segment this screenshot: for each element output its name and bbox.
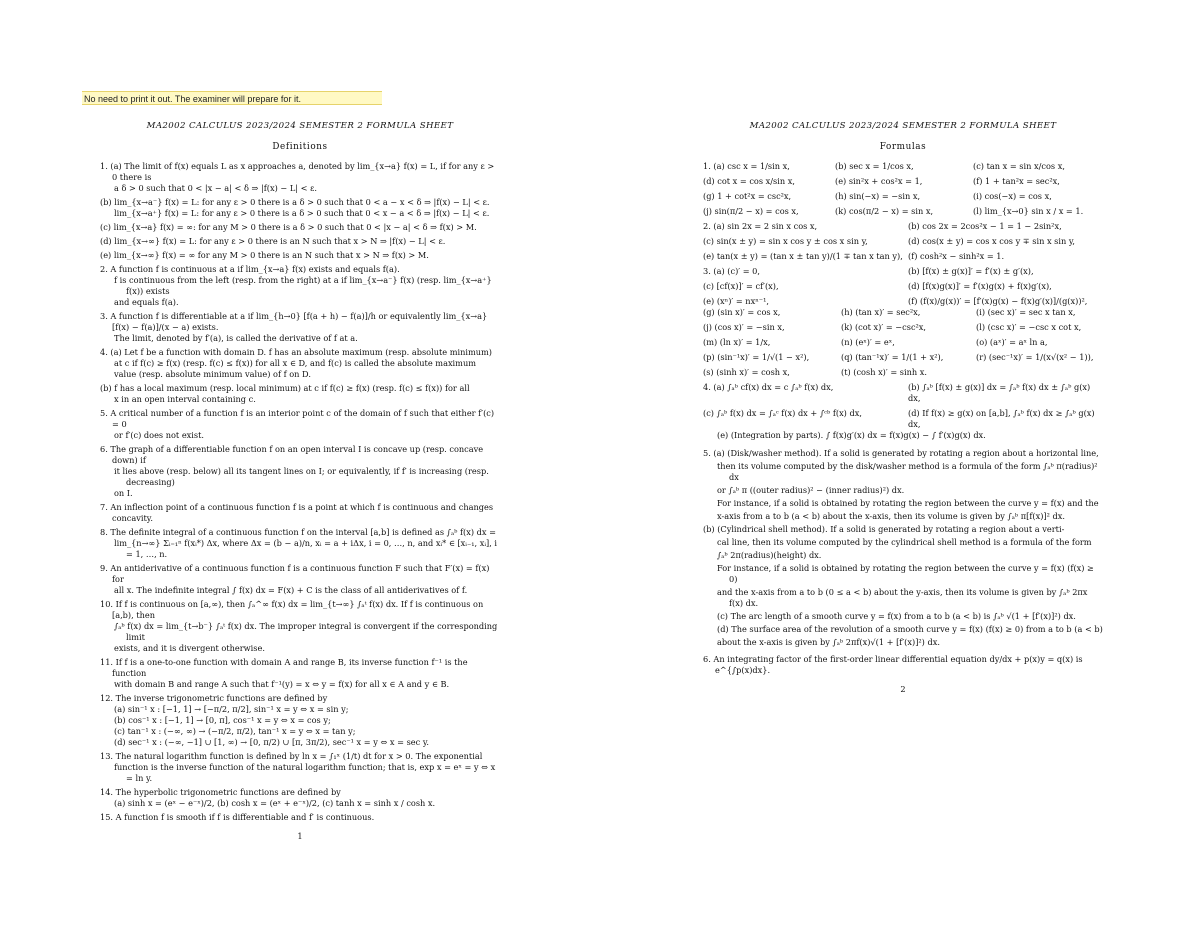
formula-cell: (f) 1 + tan²x = sec²x, xyxy=(973,176,1060,186)
formula-cell: (g) (sin x)′ = cos x, xyxy=(703,307,781,317)
definition-line: (e) lim_{x→∞} f(x) = ∞ for any M > 0 there is an N such that x > N ⇒ f(x) > M. xyxy=(100,250,429,260)
definition-line: 1. (a) The limit of f(x) equals L as x approaches a, denoted by lim_{x→a} f(x) = L, if for any ε > 0 there is xyxy=(100,161,495,182)
definition-line: f is continuous from the left (resp. from the right) at a if lim_{x→a⁻} f(x) (resp. lim_{x→a⁺} f(x)) exists xyxy=(114,275,492,296)
formula-cell: (k) (cot x)′ = −csc²x, xyxy=(841,322,927,332)
formula-cell: (n) (eˣ)′ = eˣ, xyxy=(841,337,895,347)
formula-cell: (m) (ln x)′ = 1/x, xyxy=(703,337,771,347)
formula-cell: (b) [f(x) ± g(x)]′ = f′(x) ± g′(x), xyxy=(908,266,1034,276)
application-line: (b) (Cylindrical shell method). If a solid is generated by rotating a region about a verti- xyxy=(703,524,1065,534)
definition-item xyxy=(100,161,500,194)
formula-cell: (c) sin(x ± y) = sin x cos y ± cos x sin y, xyxy=(703,236,868,246)
page-number-1: 1 xyxy=(297,831,303,841)
definition-line: 4. (a) Let f be a function with domain D. f has an absolute maximum (resp. absolute minimum) xyxy=(100,347,492,357)
application-line: (c) The arc length of a smooth curve y = f(x) from a to b (a < b) is ∫ₐᵇ √(1 + [f′(x)]²) dx. xyxy=(717,611,1076,621)
application-line: x-axis from a to b (a < b) about the x-axis, then its volume is given by ∫ₐᵇ π[f(x)]² dx. xyxy=(717,511,1065,521)
definition-line: 5. A critical number of a function f is an interior point c of the domain of f such that either f′(c) = 0 xyxy=(100,408,495,429)
formula-cell: (b) ∫ₐᵇ [f(x) ± g(x)] dx = ∫ₐᵇ f(x) dx ± ∫ₐᵇ g(x) dx, xyxy=(908,382,1091,403)
definition-line: 7. An inflection point of a continuous function f is a point at which f is continuous and changes concavity. xyxy=(100,502,494,523)
definition-line: x in an open interval containing c. xyxy=(114,394,256,404)
definition-line: (d) lim_{x→∞} f(x) = L: for any ε > 0 there is an N such that x > N ⇒ |f(x) − L| < ε. xyxy=(100,236,446,246)
page-2 xyxy=(703,118,1103,695)
formula-cell: 1. (a) csc x = 1/sin x, xyxy=(703,161,790,171)
application-line: or ∫ₐᵇ π ((outer radius)² − (inner radius)²) dx. xyxy=(717,485,905,495)
formula-cell: (o) (aˣ)′ = aˣ ln a, xyxy=(976,337,1048,347)
formula-cell: (d) cot x = cos x/sin x, xyxy=(703,176,795,186)
definition-line: (b) lim_{x→a⁻} f(x) = L: for any ε > 0 there is a δ > 0 such that 0 < a − x < δ ⇒ |f(x) − L| < ε. xyxy=(100,197,490,207)
formula-cell xyxy=(976,367,1103,378)
definition-item xyxy=(100,408,500,441)
definition-line: 11. If f is a one-to-one function with domain A and range B, its inverse function f⁻¹ is the function xyxy=(100,657,468,678)
definition-item xyxy=(100,264,500,308)
definition-item xyxy=(100,751,500,784)
formula-cell: (l) lim_{x→0} sin x / x = 1. xyxy=(973,206,1084,216)
definition-item xyxy=(100,563,500,596)
definition-line: with domain B and range A such that f⁻¹(y) = x ⇔ y = f(x) for all x ∈ A and y ∈ B. xyxy=(114,679,450,689)
definition-line: 14. The hyperbolic trigonometric functions are defined by xyxy=(100,787,341,797)
definition-item xyxy=(100,787,500,809)
definition-line: and equals f(a). xyxy=(114,297,179,307)
definition-item xyxy=(100,347,500,380)
definition-line: lim_{n→∞} Σᵢ₌₁ⁿ f(xᵢ*) Δx, where Δx = (b − a)/n, xᵢ = a + iΔx, i = 0, …, n, and xᵢ* ∈ [xᵢ₋₁, xᵢ], i = 1, …, n. xyxy=(114,538,498,559)
formula-cell: (h) sin(−x) = −sin x, xyxy=(835,191,921,201)
application-line: (d) The surface area of the revolution of a smooth curve y = f(x) (f(x) ≥ 0) from a to b (a < b) xyxy=(717,624,1103,634)
definition-item xyxy=(100,311,500,344)
definition-line: (c) tan⁻¹ x : (−∞, ∞) → (−π/2, π/2), tan⁻¹ x = y ⇔ x = tan y; xyxy=(114,726,356,736)
definition-item xyxy=(100,812,500,823)
definition-line: 2. A function f is continuous at a if lim_{x→a} f(x) exists and equals f(a). xyxy=(100,264,400,274)
definition-line: ∫ₐᵇ f(x) dx = lim_{t→b⁻} ∫ₐᵗ f(x) dx. The improper integral is convergent if the corresponding limit xyxy=(114,621,498,642)
application-line: For instance, if a solid is obtained by rotating the region between the curve y = f(x) and the xyxy=(717,498,1099,508)
application-line: cal line, then its volume computed by the cylindrical shell method is a formula of the form xyxy=(717,537,1092,547)
application-line: ∫ₐᵇ 2π(radius)(height) dx. xyxy=(717,550,822,560)
application-line: and the x-axis from a to b (0 ≤ a < b) about the y-axis, then its volume is given by ∫ₐᵇ 2πx f(x) dx. xyxy=(717,587,1088,608)
formula-cell: (b) cos 2x = 2cos²x − 1 = 1 − 2sin²x, xyxy=(908,221,1062,231)
formula-cell: (r) (sec⁻¹x)′ = 1/(x√(x² − 1)), xyxy=(976,352,1094,362)
page-1 xyxy=(100,118,500,842)
formulas-integral-properties xyxy=(703,382,1103,430)
formula-cell: (d) [f(x)g(x)]′ = f′(x)g(x) + f(x)g′(x), xyxy=(908,281,1052,291)
definition-line: 6. The graph of a differentiable function f on an open interval I is concave up (resp. concave down) if xyxy=(100,444,484,465)
page-2-title: MA2002 CALCULUS 2023/2024 SEMESTER 2 FORMULA SHEET xyxy=(749,121,1057,131)
definition-line: a δ > 0 such that 0 < |x − a| < δ ⇒ |f(x) − L| < ε. xyxy=(114,183,317,193)
formula-cell: (t) (cosh x)′ = sinh x. xyxy=(841,367,927,377)
formula-cell: (e) sin²x + cos²x = 1, xyxy=(835,176,923,186)
formula-cell: (c) [cf(x)]′ = cf′(x), xyxy=(703,281,779,291)
definition-line: The limit, denoted by f′(a), is called the derivative of f at a. xyxy=(114,333,358,343)
formula-cell: 2. (a) sin 2x = 2 sin x cos x, xyxy=(703,221,818,231)
definition-line: 13. The natural logarithm function is defined by ln x = ∫₁ˣ (1/t) dt for x > 0. The exponential xyxy=(100,751,483,761)
definition-item xyxy=(100,222,500,233)
page-1-title: MA2002 CALCULUS 2023/2024 SEMESTER 2 FORMULA SHEET xyxy=(146,121,454,131)
definition-line: exists, and it is divergent otherwise. xyxy=(114,643,265,653)
definition-line: (b) f has a local maximum (resp. local minimum) at c if f(c) ≥ f(x) (resp. f(c) ≤ f(x)) for all xyxy=(100,383,470,393)
application-line: 5. (a) (Disk/washer method). If a solid is generated by rotating a region about a horizontal line, xyxy=(703,448,1099,458)
definition-line: 12. The inverse trigonometric functions are defined by xyxy=(100,693,328,703)
definition-item xyxy=(100,502,500,524)
definition-item xyxy=(100,599,500,654)
formula-integration-by-parts: (e) (Integration by parts). ∫ f(x)g′(x) dx = f(x)g(x) − ∫ f′(x)g(x) dx. xyxy=(717,430,986,440)
formulas-angle-identities xyxy=(703,221,1103,262)
definition-line: at c if f(c) ≥ f(x) (resp. f(c) ≤ f(x)) for all x ∈ D, and f(c) is called the absolute maximum xyxy=(114,358,476,368)
definition-line: function is the inverse function of the natural logarithm function; that is, exp x = eˣ = y ⇔ x = ln y. xyxy=(114,762,496,783)
formulas-derivative-rules xyxy=(703,266,1103,307)
formula-cell: (e) (xⁿ)′ = nxⁿ⁻¹, xyxy=(703,296,769,306)
definition-line: all x. The indefinite integral ∫ f(x) dx = F(x) + C is the class of all antiderivatives of f. xyxy=(114,585,468,595)
definition-item xyxy=(100,527,500,560)
definition-line: 9. An antiderivative of a continuous function f is a continuous function F such that F′(x) = f(x) for xyxy=(100,563,490,584)
formula-cell: (d) cos(x ± y) = cos x cos y ∓ sin x sin y, xyxy=(908,236,1076,246)
formula-cell: (i) (sec x)′ = sec x tan x, xyxy=(976,307,1076,317)
definition-line: value (resp. absolute minimum value) of f on D. xyxy=(114,369,311,379)
definition-line: 15. A function f is smooth if f is differentiable and f′ is continuous. xyxy=(100,812,375,822)
page-number-2: 2 xyxy=(900,684,906,694)
definition-line: (a) sin⁻¹ x : [−1, 1] → [−π/2, π/2], sin⁻¹ x = y ⇔ x = sin y; xyxy=(114,704,349,714)
formula-cell: (f) cosh²x − sinh²x = 1. xyxy=(908,251,1005,261)
formula-cell: (p) (sin⁻¹x)′ = 1/√(1 − x²), xyxy=(703,352,810,362)
formula-cell: (i) cos(−x) = cos x, xyxy=(973,191,1052,201)
application-line: For instance, if a solid is obtained by rotating the region between the curve y = f(x) (f(x) ≥ 0) xyxy=(717,563,1094,584)
definition-line: lim_{x→a⁺} f(x) = L: for any ε > 0 there is a δ > 0 such that 0 < x − a < δ ⇒ |f(x) − L| < ε. xyxy=(114,208,490,218)
definition-line: 8. The definite integral of a continuous function f on the interval [a,b] is defined as ∫ₐᵇ f(x) dx = xyxy=(100,527,496,537)
formula-cell: (j) (cos x)′ = −sin x, xyxy=(703,322,785,332)
formulas-derivatives xyxy=(703,307,1103,378)
definitions-heading: Definitions xyxy=(272,142,328,152)
formula-cell: (b) sec x = 1/cos x, xyxy=(835,161,914,171)
formula-cell: (c) tan x = sin x/cos x, xyxy=(973,161,1065,171)
definition-item xyxy=(100,383,500,405)
formula-cell: 4. (a) ∫ₐᵇ cf(x) dx = c ∫ₐᵇ f(x) dx, xyxy=(703,382,834,392)
application-line: then its volume computed by the disk/washer method is a formula of the form ∫ₐᵇ π(radius)² dx xyxy=(717,461,1098,482)
definition-line: (b) cos⁻¹ x : [−1, 1] → [0, π], cos⁻¹ x = y ⇔ x = cos y; xyxy=(114,715,331,725)
formula-cell: (d) If f(x) ≥ g(x) on [a,b], ∫ₐᵇ f(x) dx ≥ ∫ₐᵇ g(x) dx, xyxy=(908,408,1095,429)
definition-line: (d) sec⁻¹ x : (−∞, −1] ∪ [1, ∞) → [0, π/2) ∪ [π, 3π/2), sec⁻¹ x = y ⇔ x = sec y. xyxy=(114,737,429,747)
formulas-heading: Formulas xyxy=(879,142,927,152)
definition-line: it lies above (resp. below) all its tangent lines on I; or equivalently, if f′ is increasing (resp. decreasing) xyxy=(114,466,489,487)
definition-item xyxy=(100,236,500,247)
print-note: No need to print it out. The examiner will prepare for it. xyxy=(82,91,382,105)
formulas-trig-identities xyxy=(703,161,1103,217)
formula-cell: (j) sin(π/2 − x) = cos x, xyxy=(703,206,799,216)
formulas-applications xyxy=(703,448,1103,648)
formula-cell: (f) (f(x)/g(x))′ = [f′(x)g(x) − f(x)g′(x)]/(g(x))², xyxy=(908,296,1088,306)
definition-line: 3. A function f is differentiable at a if lim_{h→0} [f(a + h) − f(a)]/h or equivalently lim_{x→a} [f(x) − f(a)]/(x − a) exists. xyxy=(100,311,488,332)
formula-cell: (l) (csc x)′ = −csc x cot x, xyxy=(976,322,1082,332)
definition-line: (a) sinh x = (eˣ − e⁻ˣ)/2, (b) cosh x = (eˣ + e⁻ˣ)/2, (c) tanh x = sinh x / cosh x. xyxy=(114,798,436,808)
formula-cell: (c) ∫ₐᵇ f(x) dx = ∫ₐᶜ f(x) dx + ∫ᶜᵇ f(x) dx, xyxy=(703,408,862,418)
formula-cell: (k) cos(π/2 − x) = sin x, xyxy=(835,206,934,216)
definition-line: on I. xyxy=(114,488,133,498)
formula-cell: (e) tan(x ± y) = (tan x ± tan y)/(1 ∓ tan x tan y), xyxy=(703,251,903,261)
formula-cell: (q) (tan⁻¹x)′ = 1/(1 + x²), xyxy=(841,352,944,362)
formula-integrating-factor: 6. An integrating factor of the first-order linear differential equation dy/dx + p(x)y = q(x) is e^{∫p(x)dx}. xyxy=(703,654,1083,675)
definition-line: (c) lim_{x→a} f(x) = ∞: for any M > 0 there is a δ > 0 such that 0 < |x − a| < δ ⇒ f(x) > M. xyxy=(100,222,477,232)
definition-line: or f′(c) does not exist. xyxy=(114,430,205,440)
formula-cell: (s) (sinh x)′ = cosh x, xyxy=(703,367,790,377)
definition-line: 10. If f is continuous on [a,∞), then ∫ₐ^∞ f(x) dx = lim_{t→∞} ∫ₐᵗ f(x) dx. If f is continuous on [a,b), then xyxy=(100,599,484,620)
definition-item xyxy=(100,250,500,261)
definitions-list xyxy=(100,161,500,823)
formula-cell: (g) 1 + cot²x = csc²x, xyxy=(703,191,792,201)
formula-cell: 3. (a) (c)′ = 0, xyxy=(703,266,760,276)
definition-item xyxy=(100,657,500,690)
application-line: about the x-axis is given by ∫ₐᵇ 2πf(x)√(1 + [f′(x)]²) dx. xyxy=(717,637,940,647)
formula-cell: (h) (tan x)′ = sec²x, xyxy=(841,307,921,317)
definition-item xyxy=(100,444,500,499)
definition-item xyxy=(100,197,500,219)
definition-item xyxy=(100,693,500,748)
